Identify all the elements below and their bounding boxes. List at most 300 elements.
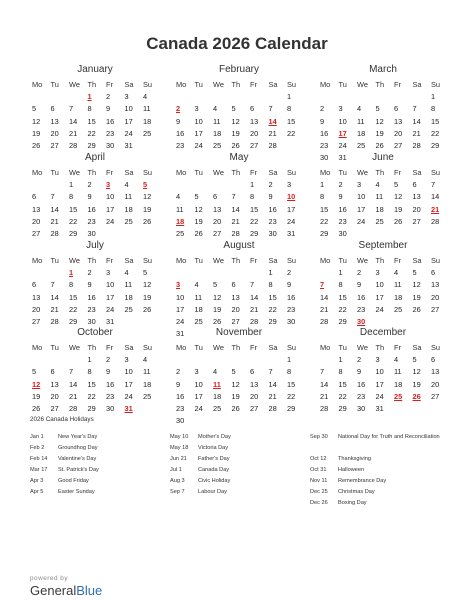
day-cell: 27 xyxy=(412,216,421,226)
day-cell: 27 xyxy=(231,316,240,326)
day-cell: 14 xyxy=(231,204,240,214)
weekday-header: Tu xyxy=(50,256,59,265)
holiday-name: Valentine's Day xyxy=(58,456,97,462)
day-cell: 2 xyxy=(287,268,292,278)
day-cell: 13 xyxy=(250,116,259,126)
empty-day xyxy=(230,179,249,191)
holiday-date: Oct 31 xyxy=(310,467,327,473)
holiday-day: 30 xyxy=(357,316,366,326)
weekday-header: Mo xyxy=(320,80,331,89)
day-cell: 25 xyxy=(124,216,133,226)
day-cell: 26 xyxy=(194,228,203,238)
empty-day xyxy=(193,91,212,103)
holiday-column-1 xyxy=(30,432,160,498)
day-cell: 7 xyxy=(268,104,273,114)
day-cell: 31 xyxy=(124,140,133,150)
day-cell: 18 xyxy=(143,379,152,389)
holiday-name: Boxing Day xyxy=(338,500,367,506)
weekday-header: We xyxy=(69,256,80,265)
weekday-header: Tu xyxy=(338,256,347,265)
empty-day xyxy=(211,91,230,103)
empty-day xyxy=(230,91,249,103)
day-cell: 15 xyxy=(250,204,259,214)
day-cell: 9 xyxy=(106,104,111,114)
day-cell: 31 xyxy=(106,316,115,326)
day-cell: 2 xyxy=(268,180,273,190)
holiday-day: 25 xyxy=(394,391,403,401)
weekday-header: Tu xyxy=(50,168,59,177)
weekday-header: Su xyxy=(431,256,441,265)
weekday-header: Sa xyxy=(124,80,134,89)
day-cell: 4 xyxy=(176,192,181,202)
holiday-name: Groundhog Day xyxy=(58,445,98,451)
day-cell: 28 xyxy=(231,228,240,238)
day-cell: 19 xyxy=(412,292,421,302)
empty-day xyxy=(211,267,230,279)
day-cell: 6 xyxy=(431,268,436,278)
day-cell: 1 xyxy=(287,355,292,365)
empty-day xyxy=(30,91,49,103)
day-cell: 10 xyxy=(338,116,347,126)
day-cell: 12 xyxy=(213,292,222,302)
day-cell: 17 xyxy=(194,391,203,401)
day-cell: 19 xyxy=(32,391,41,401)
day-cell: 4 xyxy=(375,180,380,190)
holiday-row xyxy=(30,487,160,498)
holiday-day: 7 xyxy=(320,280,325,290)
month-name: April xyxy=(84,152,105,163)
day-cell: 22 xyxy=(320,216,329,226)
empty-day xyxy=(174,179,193,191)
day-cell: 28 xyxy=(268,140,277,150)
empty-day xyxy=(248,91,267,103)
holiday-name: Victoria Day xyxy=(198,445,229,451)
weekday-header: Su xyxy=(287,343,297,352)
day-cell: 16 xyxy=(287,292,296,302)
day-cell: 7 xyxy=(250,280,255,290)
powered-by-text: powered by xyxy=(30,575,69,582)
day-cell: 18 xyxy=(394,292,403,302)
weekday-header: Mo xyxy=(176,80,187,89)
weekday-header: Fr xyxy=(250,256,257,265)
day-cell: 8 xyxy=(338,280,343,290)
day-cell: 2 xyxy=(357,355,362,365)
day-cell: 11 xyxy=(394,367,402,377)
month-september xyxy=(318,240,448,328)
month-days-grid xyxy=(318,342,448,415)
day-cell: 26 xyxy=(412,304,421,314)
weekday-header: Su xyxy=(287,80,297,89)
day-cell: 16 xyxy=(357,379,366,389)
day-cell: 11 xyxy=(124,280,133,290)
weekday-header: Mo xyxy=(32,256,43,265)
holiday-row xyxy=(310,498,444,509)
holiday-column-2 xyxy=(170,432,300,498)
day-cell: 21 xyxy=(250,304,259,314)
day-cell: 4 xyxy=(143,355,148,365)
weekday-header: Sa xyxy=(412,343,422,352)
day-cell: 21 xyxy=(320,391,329,401)
day-cell: 10 xyxy=(176,292,185,302)
empty-day xyxy=(193,267,212,279)
day-cell: 12 xyxy=(394,192,403,202)
day-cell: 8 xyxy=(287,104,292,114)
holiday-date: Feb 14 xyxy=(30,456,48,462)
day-cell: 14 xyxy=(320,292,329,302)
empty-day xyxy=(30,354,49,366)
day-cell: 30 xyxy=(320,153,329,163)
day-cell: 20 xyxy=(231,304,240,314)
weekday-header: Fr xyxy=(394,343,401,352)
month-november xyxy=(174,327,304,427)
day-cell: 6 xyxy=(32,192,37,202)
page-title: Canada 2026 Calendar xyxy=(146,34,328,53)
weekday-header: Fr xyxy=(106,343,113,352)
day-cell: 13 xyxy=(250,379,259,389)
weekday-header: Fr xyxy=(106,256,113,265)
day-cell: 7 xyxy=(412,104,417,114)
month-name: February xyxy=(218,64,259,75)
day-cell: 29 xyxy=(69,316,78,326)
day-cell: 1 xyxy=(287,92,292,102)
month-name: October xyxy=(77,327,113,338)
day-cell: 4 xyxy=(213,367,218,377)
day-cell: 23 xyxy=(268,216,277,226)
day-cell: 2 xyxy=(320,104,325,114)
weekday-header: Tu xyxy=(194,343,203,352)
weekday-header: Th xyxy=(375,343,385,352)
day-cell: 13 xyxy=(431,280,440,290)
day-cell: 5 xyxy=(32,367,37,377)
day-cell: 13 xyxy=(412,192,421,202)
weekday-header: Th xyxy=(87,343,97,352)
day-cell: 24 xyxy=(287,216,296,226)
day-cell: 10 xyxy=(194,116,203,126)
day-cell: 15 xyxy=(431,116,440,126)
day-cell: 3 xyxy=(287,180,292,190)
holiday-day: 21 xyxy=(431,204,440,214)
day-cell: 10 xyxy=(106,192,115,202)
weekday-header: Su xyxy=(431,80,441,89)
holiday-date: Sep 30 xyxy=(310,434,328,440)
day-cell: 11 xyxy=(213,116,221,126)
weekday-header: Mo xyxy=(320,256,331,265)
day-cell: 21 xyxy=(50,216,59,226)
day-cell: 21 xyxy=(69,391,78,401)
day-cell: 9 xyxy=(357,280,362,290)
day-cell: 20 xyxy=(250,128,259,138)
weekday-header: Sa xyxy=(268,256,278,265)
day-cell: 25 xyxy=(213,403,222,413)
day-cell: 23 xyxy=(106,128,115,138)
day-cell: 19 xyxy=(213,304,222,314)
day-cell: 15 xyxy=(338,379,347,389)
day-cell: 30 xyxy=(268,228,277,238)
weekday-header: Tu xyxy=(50,80,59,89)
day-cell: 20 xyxy=(50,128,59,138)
month-february xyxy=(174,64,304,152)
weekday-header: Th xyxy=(87,256,97,265)
day-cell: 5 xyxy=(412,355,417,365)
weekday-header: Mo xyxy=(176,256,187,265)
day-cell: 22 xyxy=(338,391,347,401)
day-cell: 29 xyxy=(287,403,296,413)
day-cell: 1 xyxy=(338,268,343,278)
day-cell: 9 xyxy=(268,192,273,202)
day-cell: 3 xyxy=(106,268,111,278)
month-name: May xyxy=(229,152,249,163)
day-cell: 28 xyxy=(431,216,440,226)
empty-day xyxy=(267,354,286,366)
weekday-header: We xyxy=(213,80,224,89)
weekday-header: Sa xyxy=(124,343,134,352)
weekday-header: Th xyxy=(375,256,385,265)
day-cell: 28 xyxy=(69,403,78,413)
day-cell: 24 xyxy=(106,216,115,226)
holiday-column-3 xyxy=(310,432,444,509)
month-may xyxy=(174,152,304,240)
day-cell: 21 xyxy=(320,304,329,314)
day-cell: 5 xyxy=(213,280,218,290)
day-cell: 27 xyxy=(50,403,59,413)
holiday-day: 2 xyxy=(176,104,181,114)
day-cell: 9 xyxy=(287,280,292,290)
day-cell: 16 xyxy=(87,292,96,302)
day-cell: 1 xyxy=(338,355,343,365)
weekday-header: Tu xyxy=(338,168,347,177)
empty-day xyxy=(30,179,49,191)
month-july xyxy=(30,240,160,328)
weekday-header: Th xyxy=(87,168,97,177)
holiday-date: Jan 1 xyxy=(30,434,44,440)
day-cell: 5 xyxy=(394,180,399,190)
day-cell: 24 xyxy=(375,304,384,314)
day-cell: 23 xyxy=(176,140,185,150)
weekday-header: Mo xyxy=(320,343,331,352)
day-cell: 13 xyxy=(431,367,440,377)
day-cell: 15 xyxy=(338,292,347,302)
day-cell: 12 xyxy=(143,192,152,202)
day-cell: 15 xyxy=(87,116,96,126)
holiday-row xyxy=(30,443,160,454)
day-cell: 5 xyxy=(412,268,417,278)
day-cell: 25 xyxy=(143,128,152,138)
empty-day xyxy=(337,91,356,103)
day-cell: 4 xyxy=(143,92,148,102)
day-cell: 7 xyxy=(320,367,325,377)
day-cell: 13 xyxy=(231,292,240,302)
weekday-header: Fr xyxy=(394,80,401,89)
day-cell: 14 xyxy=(50,292,59,302)
day-cell: 16 xyxy=(338,204,347,214)
day-cell: 15 xyxy=(287,116,296,126)
day-cell: 10 xyxy=(375,367,384,377)
day-cell: 14 xyxy=(431,192,440,202)
weekday-header: Fr xyxy=(106,80,113,89)
day-cell: 29 xyxy=(87,140,96,150)
holiday-date: Dec 26 xyxy=(310,500,328,506)
day-cell: 12 xyxy=(231,116,240,126)
holiday-day: 3 xyxy=(176,280,181,290)
day-cell: 23 xyxy=(106,391,115,401)
holiday-row xyxy=(170,487,300,498)
day-cell: 13 xyxy=(32,292,41,302)
holiday-date: Apr 3 xyxy=(30,478,44,484)
weekday-header: Mo xyxy=(32,80,43,89)
weekday-header: Th xyxy=(231,80,241,89)
holiday-day: 1 xyxy=(69,268,74,278)
day-cell: 25 xyxy=(213,140,222,150)
holiday-day: 31 xyxy=(124,403,133,413)
day-cell: 30 xyxy=(176,416,185,426)
day-cell: 26 xyxy=(231,403,240,413)
day-cell: 17 xyxy=(124,379,133,389)
weekday-header: Sa xyxy=(412,168,422,177)
day-cell: 28 xyxy=(320,316,329,326)
day-cell: 8 xyxy=(320,192,325,202)
empty-day xyxy=(211,354,230,366)
month-name: March xyxy=(369,64,397,75)
day-cell: 6 xyxy=(394,104,399,114)
day-cell: 11 xyxy=(124,192,133,202)
empty-day xyxy=(174,91,193,103)
month-january xyxy=(30,64,160,152)
holiday-date: Apr 5 xyxy=(30,489,44,495)
holiday-date: May 18 xyxy=(170,445,189,451)
day-cell: 6 xyxy=(50,104,55,114)
day-cell: 26 xyxy=(231,140,240,150)
day-cell: 22 xyxy=(287,128,296,138)
empty-day xyxy=(193,354,212,366)
day-cell: 23 xyxy=(87,216,96,226)
day-cell: 2 xyxy=(87,268,92,278)
day-cell: 24 xyxy=(357,216,366,226)
empty-day xyxy=(318,267,337,279)
month-days-grid xyxy=(174,79,304,152)
day-cell: 25 xyxy=(375,216,384,226)
day-cell: 3 xyxy=(357,180,362,190)
month-days-grid xyxy=(318,167,448,240)
weekday-header: Fr xyxy=(250,343,257,352)
day-cell: 7 xyxy=(268,367,273,377)
day-cell: 31 xyxy=(375,403,384,413)
day-cell: 5 xyxy=(375,104,380,114)
weekday-header: Mo xyxy=(320,168,331,177)
day-cell: 11 xyxy=(143,104,151,114)
weekday-header: Th xyxy=(87,80,97,89)
day-cell: 23 xyxy=(87,304,96,314)
month-name: September xyxy=(358,240,408,251)
month-name: December xyxy=(359,327,407,338)
empty-day xyxy=(230,354,249,366)
day-cell: 25 xyxy=(194,316,203,326)
holiday-date: Nov 11 xyxy=(310,478,328,484)
day-cell: 4 xyxy=(124,268,129,278)
day-cell: 21 xyxy=(268,391,277,401)
day-cell: 9 xyxy=(176,379,181,389)
day-cell: 26 xyxy=(394,216,403,226)
day-cell: 10 xyxy=(106,280,115,290)
day-cell: 6 xyxy=(32,280,37,290)
day-cell: 24 xyxy=(375,391,384,401)
day-cell: 11 xyxy=(357,116,365,126)
day-cell: 31 xyxy=(338,153,347,163)
holiday-row xyxy=(310,465,444,476)
brand-name xyxy=(30,583,102,598)
empty-day xyxy=(193,179,212,191)
day-cell: 2 xyxy=(176,367,181,377)
day-cell: 17 xyxy=(106,292,115,302)
day-cell: 4 xyxy=(194,280,199,290)
month-name: November xyxy=(215,327,263,338)
day-cell: 11 xyxy=(176,204,184,214)
weekday-header: We xyxy=(69,168,80,177)
day-cell: 4 xyxy=(357,104,362,114)
day-cell: 22 xyxy=(87,128,96,138)
day-cell: 18 xyxy=(213,391,222,401)
day-cell: 14 xyxy=(69,379,78,389)
day-cell: 22 xyxy=(338,304,347,314)
day-cell: 22 xyxy=(431,128,440,138)
empty-day xyxy=(30,267,49,279)
weekday-header: We xyxy=(69,80,80,89)
holiday-date: May 10 xyxy=(170,434,189,440)
day-cell: 29 xyxy=(250,228,259,238)
day-cell: 16 xyxy=(176,128,185,138)
weekday-header: Tu xyxy=(194,256,203,265)
day-cell: 15 xyxy=(268,292,277,302)
weekday-header: We xyxy=(357,168,368,177)
day-cell: 9 xyxy=(320,116,325,126)
day-cell: 12 xyxy=(194,204,203,214)
day-cell: 20 xyxy=(32,216,41,226)
empty-day xyxy=(318,354,337,366)
empty-day xyxy=(248,267,267,279)
day-cell: 4 xyxy=(124,180,129,190)
day-cell: 16 xyxy=(106,379,115,389)
day-cell: 27 xyxy=(431,391,440,401)
day-cell: 8 xyxy=(250,192,255,202)
day-cell: 7 xyxy=(69,367,74,377)
weekday-header: We xyxy=(357,343,368,352)
day-cell: 3 xyxy=(375,355,380,365)
day-cell: 17 xyxy=(176,304,185,314)
day-cell: 3 xyxy=(124,92,129,102)
day-cell: 9 xyxy=(338,192,343,202)
day-cell: 27 xyxy=(213,228,222,238)
day-cell: 12 xyxy=(412,367,421,377)
weekday-header: Mo xyxy=(32,168,43,177)
day-cell: 23 xyxy=(176,403,185,413)
day-cell: 11 xyxy=(194,292,203,302)
holiday-row xyxy=(310,454,444,465)
day-cell: 17 xyxy=(375,379,384,389)
holiday-name: Canada Day xyxy=(198,467,230,473)
month-days-grid xyxy=(30,342,160,415)
empty-day xyxy=(267,91,286,103)
weekday-header: Su xyxy=(287,256,297,265)
day-cell: 4 xyxy=(394,355,399,365)
day-cell: 13 xyxy=(50,116,59,126)
day-cell: 10 xyxy=(194,379,203,389)
weekday-header: Mo xyxy=(176,168,187,177)
empty-day xyxy=(49,267,68,279)
day-cell: 22 xyxy=(268,304,277,314)
weekday-header: Sa xyxy=(412,256,422,265)
day-cell: 8 xyxy=(431,104,436,114)
day-cell: 21 xyxy=(69,128,78,138)
day-cell: 19 xyxy=(394,204,403,214)
